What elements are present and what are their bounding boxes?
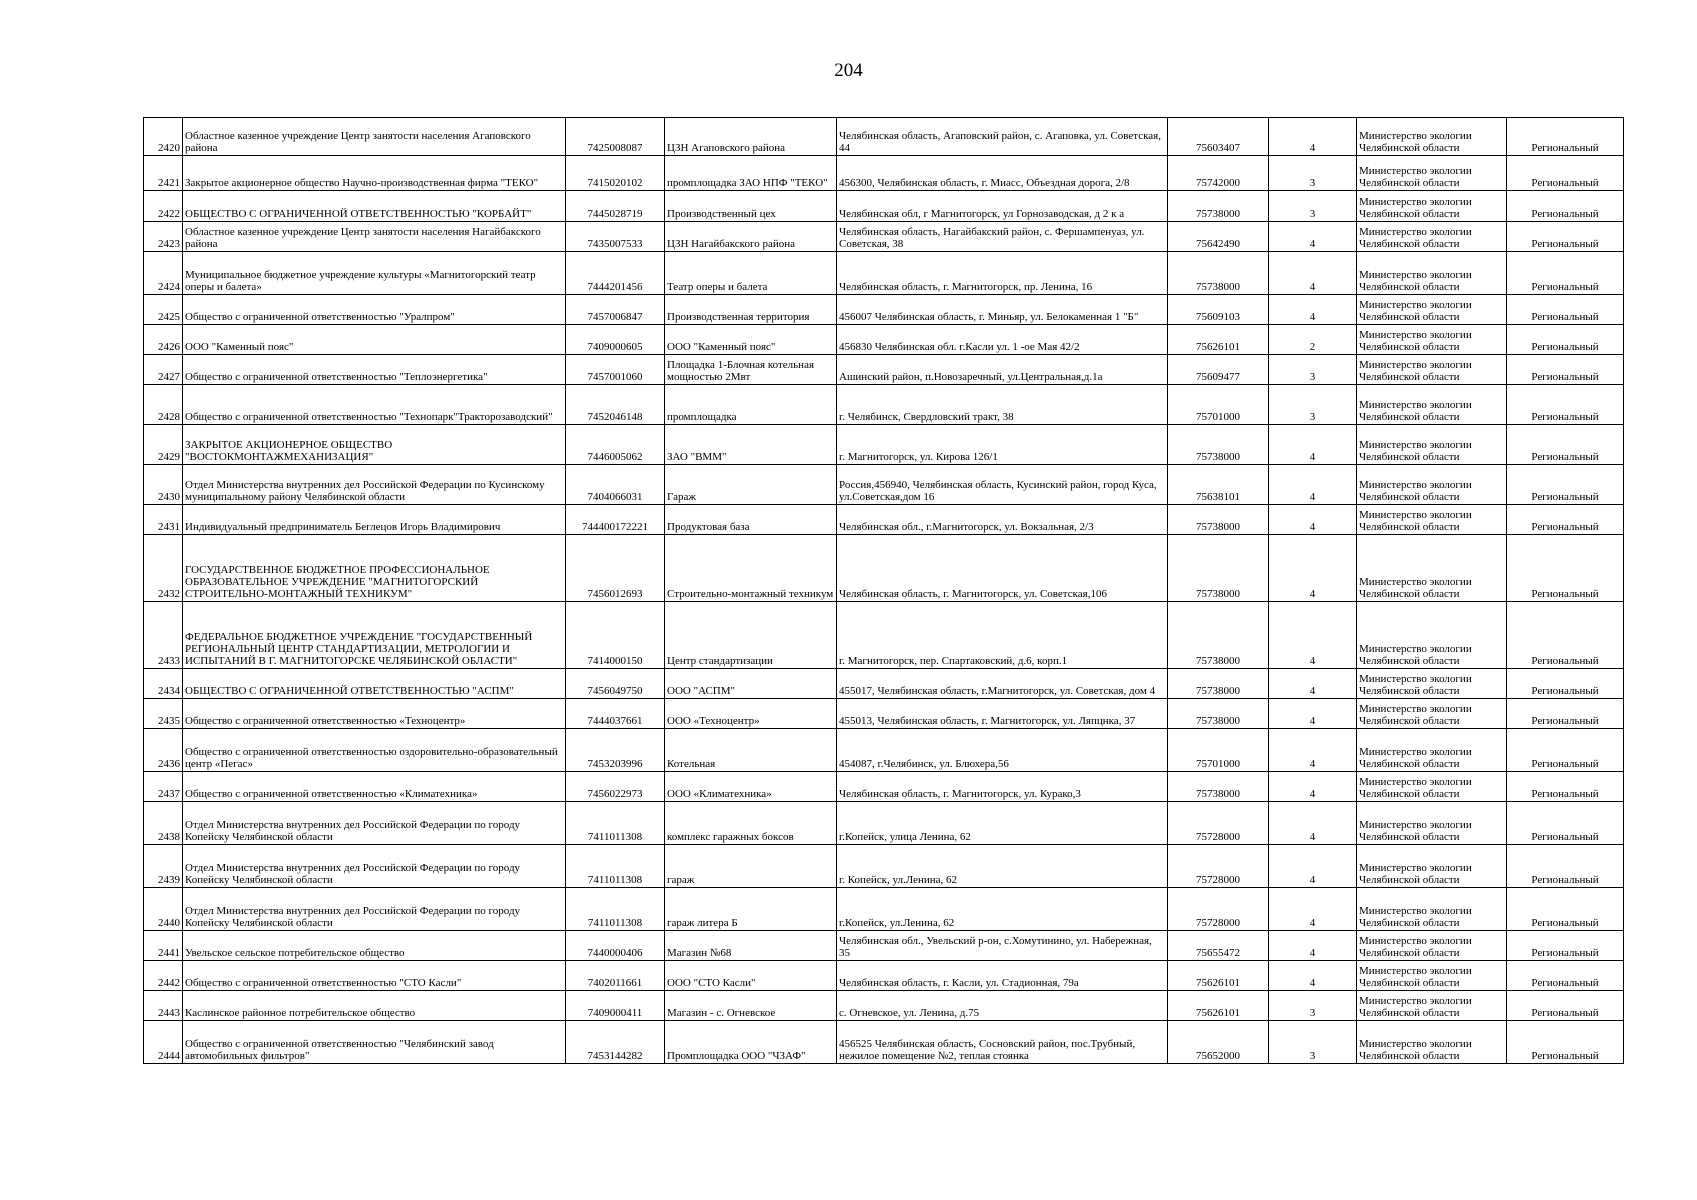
cell-authority: Министерство экологии Челябинской области	[1357, 535, 1507, 602]
cell-inn: 7440000406	[566, 931, 665, 961]
cell-inn: 7444201456	[566, 252, 665, 295]
table-row	[144, 505, 1624, 535]
cell-object: Магазин - с. Огневское	[665, 991, 837, 1021]
cell-authority: Министерство экологии Челябинской области	[1357, 669, 1507, 699]
table-row	[144, 602, 1624, 669]
cell-address: с. Огневское, ул. Ленина, д.75	[837, 991, 1168, 1021]
cell-inn: 7446005062	[566, 425, 665, 465]
cell-organization: Увельское сельское потребительское общество	[183, 931, 566, 961]
cell-category: 4	[1269, 295, 1357, 325]
cell-object: Котельная	[665, 729, 837, 772]
cell-organization: Общество с ограниченной ответственностью "СТО Касли"	[183, 961, 566, 991]
cell-okato: 75655472	[1168, 931, 1269, 961]
cell-object: Строительно-монтажный техникум	[665, 535, 837, 602]
cell-object: ООО «Климатехника»	[665, 772, 837, 802]
cell-level: Региональный	[1507, 191, 1624, 222]
cell-category: 4	[1269, 669, 1357, 699]
cell-inn: 7453203996	[566, 729, 665, 772]
table-row	[144, 118, 1624, 156]
cell-authority: Министерство экологии Челябинской области	[1357, 465, 1507, 505]
cell-level: Региональный	[1507, 729, 1624, 772]
cell-object: Производственная территория	[665, 295, 837, 325]
cell-object: Продуктовая база	[665, 505, 837, 535]
cell-authority: Министерство экологии Челябинской области	[1357, 845, 1507, 888]
cell-category: 4	[1269, 961, 1357, 991]
cell-okato: 75728000	[1168, 888, 1269, 931]
cell-object: ООО "АСПМ"	[665, 669, 837, 699]
cell-authority: Министерство экологии Челябинской области	[1357, 505, 1507, 535]
cell-category: 3	[1269, 191, 1357, 222]
cell-okato: 75642490	[1168, 222, 1269, 252]
registry-table	[143, 117, 1624, 1064]
cell-inn: 7456049750	[566, 669, 665, 699]
cell-category: 3	[1269, 991, 1357, 1021]
cell-object: Гараж	[665, 465, 837, 505]
cell-object: Промплощадка ООО "ЧЗАФ"	[665, 1021, 837, 1064]
registry-rows	[144, 118, 1624, 1064]
cell-authority: Министерство экологии Челябинской области	[1357, 252, 1507, 295]
cell-authority: Министерство экологии Челябинской области	[1357, 425, 1507, 465]
cell-okato: 75728000	[1168, 845, 1269, 888]
cell-organization: Каслинское районное потребительское общество	[183, 991, 566, 1021]
cell-category: 3	[1269, 385, 1357, 425]
cell-level: Региональный	[1507, 1021, 1624, 1064]
table-row	[144, 772, 1624, 802]
cell-inn: 7456022973	[566, 772, 665, 802]
cell-number: 2431	[144, 505, 183, 535]
cell-number: 2430	[144, 465, 183, 505]
cell-organization: Общество с ограниченной ответственностью "Технопарк"Тракторозаводский"	[183, 385, 566, 425]
cell-category: 4	[1269, 729, 1357, 772]
cell-number: 2440	[144, 888, 183, 931]
cell-object: гараж литера Б	[665, 888, 837, 931]
table-row	[144, 191, 1624, 222]
cell-organization: Муниципальное бюджетное учреждение культуры «Магнитогорский театр оперы и балета»	[183, 252, 566, 295]
cell-organization: Закрытое акционерное общество Научно-производственная фирма "ТЕКО"	[183, 156, 566, 191]
cell-object: Центр стандартизации	[665, 602, 837, 669]
cell-address: г. Магнитогорск, пер. Спартаковский, д.6, корп.1	[837, 602, 1168, 669]
cell-level: Региональный	[1507, 465, 1624, 505]
cell-category: 4	[1269, 602, 1357, 669]
table-row	[144, 961, 1624, 991]
table-row	[144, 295, 1624, 325]
cell-number: 2421	[144, 156, 183, 191]
cell-level: Региональный	[1507, 961, 1624, 991]
cell-object: ООО "Каменный пояс"	[665, 325, 837, 355]
cell-category: 4	[1269, 425, 1357, 465]
table-row	[144, 385, 1624, 425]
cell-object: гараж	[665, 845, 837, 888]
cell-inn: 7411011308	[566, 888, 665, 931]
cell-okato: 75626101	[1168, 325, 1269, 355]
cell-level: Региональный	[1507, 156, 1624, 191]
cell-organization: ОБЩЕСТВО С ОГРАНИЧЕННОЙ ОТВЕТСТВЕННОСТЬЮ "АСПМ"	[183, 669, 566, 699]
cell-okato: 75738000	[1168, 425, 1269, 465]
cell-organization: Общество с ограниченной ответственностью «Техноцентр»	[183, 699, 566, 729]
cell-address: Челябинская обл., Увельский р-он, с.Хомутинино, ул. Набережная, 35	[837, 931, 1168, 961]
cell-number: 2441	[144, 931, 183, 961]
cell-level: Региональный	[1507, 802, 1624, 845]
cell-authority: Министерство экологии Челябинской области	[1357, 931, 1507, 961]
cell-level: Региональный	[1507, 888, 1624, 931]
cell-level: Региональный	[1507, 669, 1624, 699]
cell-okato: 75738000	[1168, 191, 1269, 222]
cell-number: 2435	[144, 699, 183, 729]
table-row	[144, 1021, 1624, 1064]
cell-number: 2437	[144, 772, 183, 802]
table-row	[144, 729, 1624, 772]
cell-inn: 7457001060	[566, 355, 665, 385]
cell-category: 4	[1269, 252, 1357, 295]
cell-okato: 75738000	[1168, 252, 1269, 295]
cell-address: г.Копейск, улица Ленина, 62	[837, 802, 1168, 845]
cell-number: 2428	[144, 385, 183, 425]
cell-object: ООО "СТО Касли"	[665, 961, 837, 991]
cell-address: Россия,456940, Челябинская область, Кусинский район, город Куса, ул.Советская,дом 16	[837, 465, 1168, 505]
cell-inn: 7445028719	[566, 191, 665, 222]
cell-authority: Министерство экологии Челябинской области	[1357, 772, 1507, 802]
cell-authority: Министерство экологии Челябинской области	[1357, 295, 1507, 325]
cell-okato: 75652000	[1168, 1021, 1269, 1064]
cell-inn: 7425008087	[566, 118, 665, 156]
cell-object: промплощадка ЗАО НПФ "ТЕКО"	[665, 156, 837, 191]
cell-organization: ГОСУДАРСТВЕННОЕ БЮДЖЕТНОЕ ПРОФЕССИОНАЛЬНОЕ ОБРАЗОВАТЕЛЬНОЕ УЧРЕЖДЕНИЕ "МАГНИТОГОРСКИЙ СТРОИТЕЛЬНО-МОНТАЖНЫЙ ТЕХНИКУМ"	[183, 535, 566, 602]
cell-address: 454087, г.Челябинск, ул. Блюхера,56	[837, 729, 1168, 772]
cell-inn: 7453144282	[566, 1021, 665, 1064]
cell-level: Региональный	[1507, 325, 1624, 355]
cell-inn: 7404066031	[566, 465, 665, 505]
cell-inn: 7409000411	[566, 991, 665, 1021]
table-row	[144, 465, 1624, 505]
cell-level: Региональный	[1507, 118, 1624, 156]
cell-category: 4	[1269, 222, 1357, 252]
cell-authority: Министерство экологии Челябинской области	[1357, 1021, 1507, 1064]
cell-authority: Министерство экологии Челябинской области	[1357, 156, 1507, 191]
cell-organization: Областное казенное учреждение Центр занятости населения Агаповского района	[183, 118, 566, 156]
table-row	[144, 252, 1624, 295]
cell-level: Региональный	[1507, 535, 1624, 602]
cell-address: Челябинская область, г. Магнитогорск, пр. Ленина, 16	[837, 252, 1168, 295]
cell-authority: Министерство экологии Челябинской области	[1357, 699, 1507, 729]
cell-okato: 75738000	[1168, 772, 1269, 802]
cell-number: 2438	[144, 802, 183, 845]
table-row	[144, 355, 1624, 385]
cell-authority: Министерство экологии Челябинской области	[1357, 222, 1507, 252]
table-row	[144, 802, 1624, 845]
cell-category: 3	[1269, 156, 1357, 191]
cell-address: Челябинская область, Нагайбакский район, с. Фершампенуаз, ул. Советская, 38	[837, 222, 1168, 252]
cell-level: Региональный	[1507, 772, 1624, 802]
table-row	[144, 325, 1624, 355]
cell-inn: 7456012693	[566, 535, 665, 602]
cell-number: 2427	[144, 355, 183, 385]
cell-organization: ОБЩЕСТВО С ОГРАНИЧЕННОЙ ОТВЕТСТВЕННОСТЬЮ "КОРБАЙТ"	[183, 191, 566, 222]
cell-organization: Общество с ограниченной ответственностью "Теплоэнергетика"	[183, 355, 566, 385]
cell-category: 3	[1269, 355, 1357, 385]
cell-number: 2429	[144, 425, 183, 465]
cell-number: 2425	[144, 295, 183, 325]
cell-inn: 7444037661	[566, 699, 665, 729]
cell-okato: 75701000	[1168, 385, 1269, 425]
cell-address: 456300, Челябинская область, г. Миасс, Объездная дорога, 2/8	[837, 156, 1168, 191]
cell-authority: Министерство экологии Челябинской области	[1357, 602, 1507, 669]
cell-category: 4	[1269, 699, 1357, 729]
cell-inn: 7452046148	[566, 385, 665, 425]
table-row	[144, 156, 1624, 191]
cell-address: Челябинская область, Агаповский район, с. Агаповка, ул. Советская, 44	[837, 118, 1168, 156]
cell-number: 2424	[144, 252, 183, 295]
cell-okato: 75638101	[1168, 465, 1269, 505]
cell-authority: Министерство экологии Челябинской области	[1357, 385, 1507, 425]
cell-organization: Областное казенное учреждение Центр занятости населения Нагайбакского района	[183, 222, 566, 252]
cell-object: ООО «Техноцентр»	[665, 699, 837, 729]
cell-organization: Отдел Министерства внутренних дел Российской Федерации по городу Копейску Челябинской области	[183, 802, 566, 845]
cell-address: г. Магнитогорск, ул. Кирова 126/1	[837, 425, 1168, 465]
cell-address: 455013, Челябинская область, г. Магнитогорск, ул. Ляпцнка, 37	[837, 699, 1168, 729]
cell-organization: Индивидуальный предприниматель Беглецов Игорь Владимирович	[183, 505, 566, 535]
table-row	[144, 222, 1624, 252]
cell-okato: 75626101	[1168, 991, 1269, 1021]
cell-address: Челябинская обл, г Магнитогорск, ул Горнозаводская, д 2 к а	[837, 191, 1168, 222]
cell-number: 2434	[144, 669, 183, 699]
cell-number: 2442	[144, 961, 183, 991]
cell-organization: Отдел Министерства внутренних дел Российской Федерации по городу Копейску Челябинской области	[183, 845, 566, 888]
table-row	[144, 425, 1624, 465]
cell-address: Челябинская область, г. Магнитогорск, ул. Советская,106	[837, 535, 1168, 602]
cell-inn: 7411011308	[566, 845, 665, 888]
cell-inn: 744400172221	[566, 505, 665, 535]
cell-address: 456830 Челябинская обл. г.Касли ул. 1 -ое Мая 42/2	[837, 325, 1168, 355]
cell-number: 2432	[144, 535, 183, 602]
table-row	[144, 535, 1624, 602]
cell-object: ЦЗН Агаповского района	[665, 118, 837, 156]
cell-address: г. Копейск, ул.Ленина, 62	[837, 845, 1168, 888]
cell-organization: Отдел Министерства внутренних дел Российской Федерации по городу Копейску Челябинской области	[183, 888, 566, 931]
cell-inn: 7414000150	[566, 602, 665, 669]
cell-okato: 75738000	[1168, 669, 1269, 699]
cell-organization: Отдел Министерства внутренних дел Российской Федерации по Кусинскому муниципальному району Челябинской области	[183, 465, 566, 505]
table-row	[144, 888, 1624, 931]
cell-level: Региональный	[1507, 295, 1624, 325]
cell-category: 4	[1269, 535, 1357, 602]
cell-level: Региональный	[1507, 385, 1624, 425]
cell-address: Челябинская область, г. Магнитогорск, ул. Курако,3	[837, 772, 1168, 802]
cell-authority: Министерство экологии Челябинской области	[1357, 118, 1507, 156]
cell-category: 4	[1269, 505, 1357, 535]
cell-category: 4	[1269, 802, 1357, 845]
page-number: 204	[834, 60, 863, 81]
cell-level: Региональный	[1507, 699, 1624, 729]
cell-organization: ООО "Каменный пояс"	[183, 325, 566, 355]
cell-okato: 75738000	[1168, 602, 1269, 669]
cell-authority: Министерство экологии Челябинской области	[1357, 191, 1507, 222]
cell-okato: 75626101	[1168, 961, 1269, 991]
table-row	[144, 699, 1624, 729]
cell-address: Челябинская область, г. Касли, ул. Стадионная, 79а	[837, 961, 1168, 991]
cell-inn: 7411011308	[566, 802, 665, 845]
cell-number: 2420	[144, 118, 183, 156]
cell-number: 2423	[144, 222, 183, 252]
cell-object: Площадка 1-Блочная котельная мощностью 2Мвт	[665, 355, 837, 385]
cell-object: комплекс гаражных боксов	[665, 802, 837, 845]
cell-okato: 75701000	[1168, 729, 1269, 772]
cell-inn: 7435007533	[566, 222, 665, 252]
cell-level: Региональный	[1507, 845, 1624, 888]
cell-authority: Министерство экологии Челябинской области	[1357, 729, 1507, 772]
cell-number: 2443	[144, 991, 183, 1021]
cell-level: Региональный	[1507, 931, 1624, 961]
cell-okato: 75738000	[1168, 535, 1269, 602]
cell-category: 4	[1269, 118, 1357, 156]
cell-number: 2444	[144, 1021, 183, 1064]
table-row	[144, 845, 1624, 888]
cell-level: Региональный	[1507, 425, 1624, 465]
cell-object: Производственный цех	[665, 191, 837, 222]
cell-inn: 7402011661	[566, 961, 665, 991]
cell-inn: 7457006847	[566, 295, 665, 325]
cell-level: Региональный	[1507, 355, 1624, 385]
cell-object: промплощадка	[665, 385, 837, 425]
cell-level: Региональный	[1507, 505, 1624, 535]
cell-category: 4	[1269, 465, 1357, 505]
cell-category: 4	[1269, 845, 1357, 888]
cell-organization: ФЕДЕРАЛЬНОЕ БЮДЖЕТНОЕ УЧРЕЖДЕНИЕ "ГОСУДАРСТВЕННЫЙ РЕГИОНАЛЬНЫЙ ЦЕНТР СТАНДАРТИЗАЦИИ, МЕТРОЛОГИИ И ИСПЫТАНИЙ В Г. МАГНИТОГОРСКЕ ЧЕЛЯБИНСКОЙ ОБЛАСТИ"	[183, 602, 566, 669]
cell-level: Региональный	[1507, 252, 1624, 295]
cell-address: Челябинская обл., г.Магнитогорск, ул. Вокзальная, 2/3	[837, 505, 1168, 535]
cell-address: г. Челябинск, Свердловский тракт, 38	[837, 385, 1168, 425]
cell-category: 4	[1269, 772, 1357, 802]
cell-authority: Министерство экологии Челябинской области	[1357, 355, 1507, 385]
cell-address: 456007 Челябинская область, г. Миньяр, ул. Белокаменная 1 "Б"	[837, 295, 1168, 325]
cell-category: 4	[1269, 931, 1357, 961]
cell-authority: Министерство экологии Челябинской области	[1357, 961, 1507, 991]
cell-number: 2426	[144, 325, 183, 355]
cell-okato: 75603407	[1168, 118, 1269, 156]
cell-okato: 75742000	[1168, 156, 1269, 191]
cell-authority: Министерство экологии Челябинской области	[1357, 991, 1507, 1021]
cell-number: 2433	[144, 602, 183, 669]
cell-category: 4	[1269, 888, 1357, 931]
cell-level: Региональный	[1507, 991, 1624, 1021]
cell-object: ЦЗН Нагайбакского района	[665, 222, 837, 252]
cell-number: 2422	[144, 191, 183, 222]
cell-object: ЗАО "ВММ"	[665, 425, 837, 465]
cell-inn: 7409000605	[566, 325, 665, 355]
cell-address: 456525 Челябинская область, Сосновский район, пос.Трубный, нежилое помещение №2, теплая стоянка	[837, 1021, 1168, 1064]
cell-inn: 7415020102	[566, 156, 665, 191]
cell-okato: 75738000	[1168, 505, 1269, 535]
cell-object: Театр оперы и балета	[665, 252, 837, 295]
cell-okato: 75728000	[1168, 802, 1269, 845]
cell-organization: Общество с ограниченной ответственностью оздоровительно-образовательный центр «Пегас»	[183, 729, 566, 772]
cell-address: Ашинский район, п.Новозаречный, ул.Центральная,д.1а	[837, 355, 1168, 385]
cell-category: 2	[1269, 325, 1357, 355]
cell-organization: Общество с ограниченной ответственностью "Уралпром"	[183, 295, 566, 325]
cell-address: 455017, Челябинская область, г.Магнитогорск, ул. Советская, дом 4	[837, 669, 1168, 699]
cell-organization: ЗАКРЫТОЕ АКЦИОНЕРНОЕ ОБЩЕСТВО "ВОСТОКМОНТАЖМЕХАНИЗАЦИЯ"	[183, 425, 566, 465]
cell-okato: 75609103	[1168, 295, 1269, 325]
cell-okato: 75738000	[1168, 699, 1269, 729]
cell-organization: Общество с ограниченной ответственностью "Челябинский завод автомобильных фильтров"	[183, 1021, 566, 1064]
cell-number: 2439	[144, 845, 183, 888]
cell-level: Региональный	[1507, 602, 1624, 669]
cell-organization: Общество с ограниченной ответственностью «Климатехника»	[183, 772, 566, 802]
cell-authority: Министерство экологии Челябинской области	[1357, 888, 1507, 931]
table-row	[144, 991, 1624, 1021]
table-row	[144, 669, 1624, 699]
cell-category: 3	[1269, 1021, 1357, 1064]
cell-level: Региональный	[1507, 222, 1624, 252]
cell-object: Магазин №68	[665, 931, 837, 961]
cell-authority: Министерство экологии Челябинской области	[1357, 325, 1507, 355]
cell-authority: Министерство экологии Челябинской области	[1357, 802, 1507, 845]
table-row	[144, 931, 1624, 961]
cell-number: 2436	[144, 729, 183, 772]
cell-address: г.Копейск, ул.Ленина, 62	[837, 888, 1168, 931]
cell-okato: 75609477	[1168, 355, 1269, 385]
